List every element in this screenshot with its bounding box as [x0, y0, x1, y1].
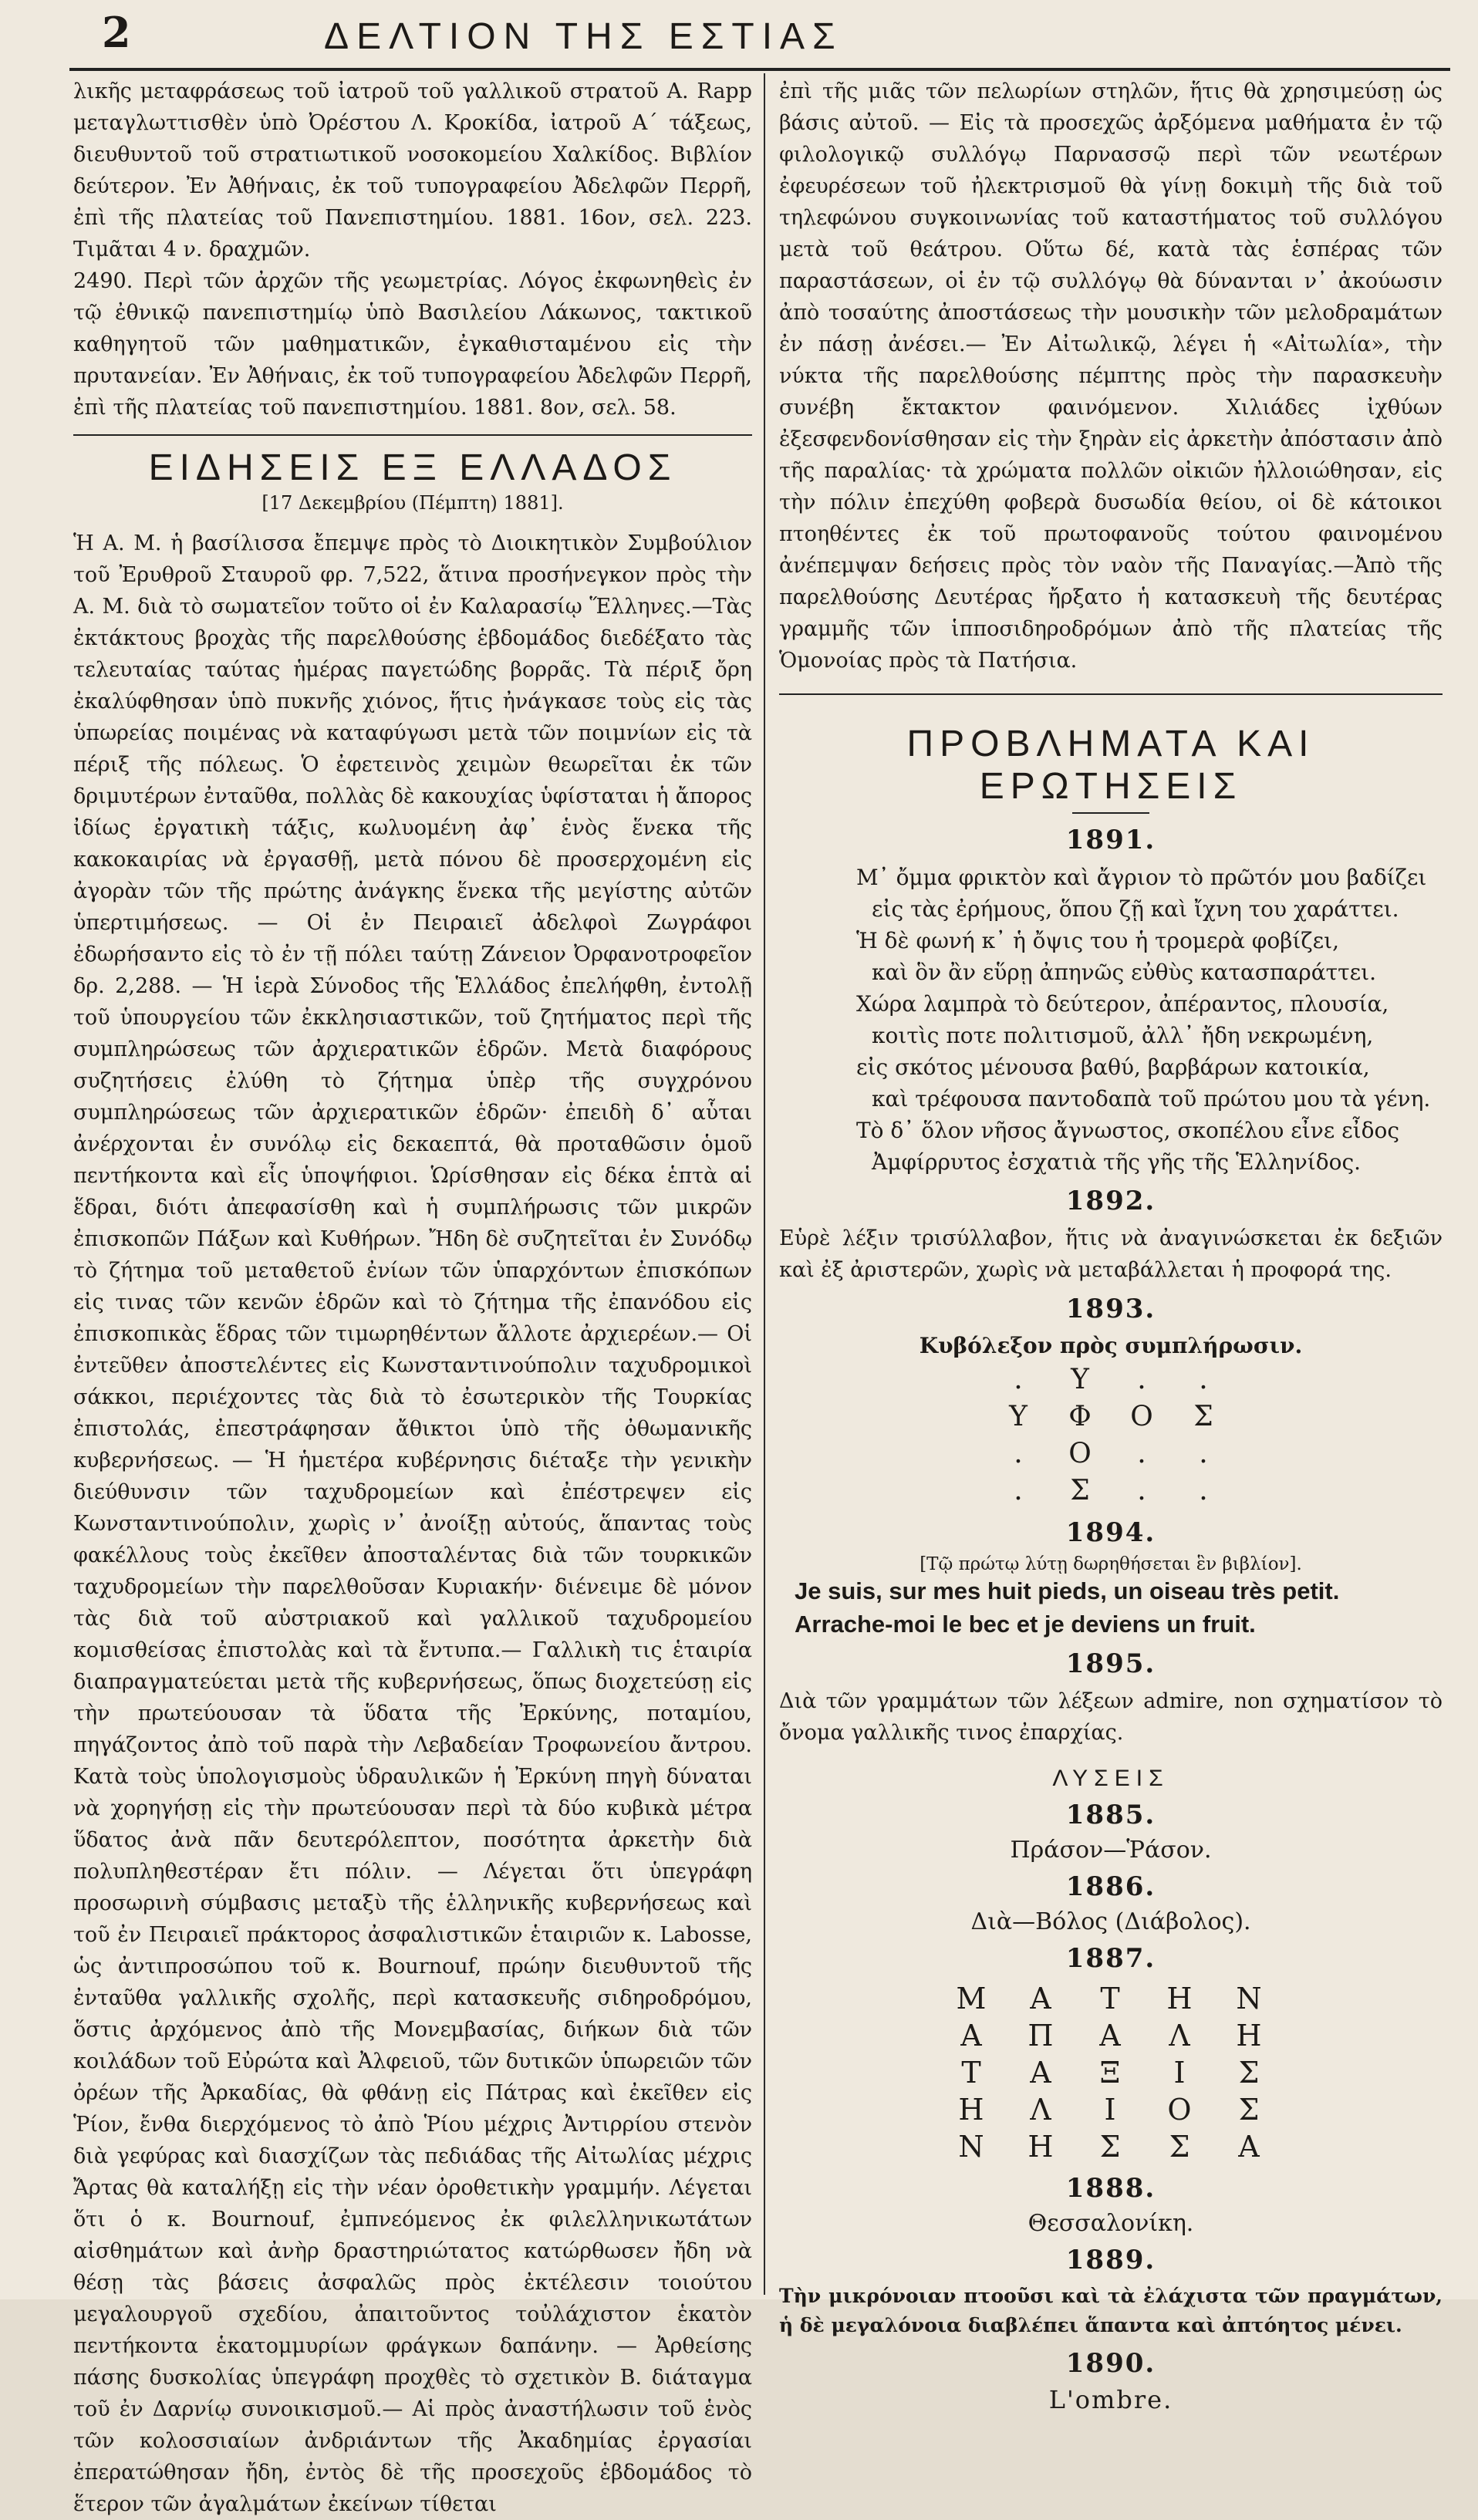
poem-line: Χώρα λαμπρὰ τὸ δεύτερον, ἀπέραντος, πλουσία, [856, 991, 1389, 1017]
riddle-poem [856, 862, 1443, 1178]
grid-cell: Σ [1238, 2093, 1261, 2127]
grid-cell: . [1014, 1438, 1023, 1469]
solution-text: L'ombre. [1048, 2385, 1173, 2414]
poem-line: εἰς σκότος μένουσα βαθύ, βαρβάρων κατοικία, [856, 1054, 1370, 1080]
poem-line: Μ᾽ ὄμμα φρικτὸν καὶ ἄγριον τὸ πρῶτόν μου βαδίζει [856, 865, 1427, 890]
french-riddle-line: Arrache-moi le bec et je deviens un fruit. [795, 1611, 1256, 1638]
grid-cell: Τ [1100, 1982, 1122, 2016]
poem-line: καὶ τρέφουσα παντοδαπὰ τοῦ πρώτου μου τὰ γένη. [872, 1086, 1431, 1112]
running-head: ΔΕΛΤΙΟΝ ΤΗΣ ΕΣΤΙΑΣ [324, 16, 843, 57]
grid-cell: Μ [956, 1982, 988, 2016]
grid-cell: Φ [1068, 1401, 1092, 1432]
solution-text: Διὰ—Βόλος (Διάβολος). [970, 1908, 1251, 1935]
solutions-title: ΛΥΣΕΙΣ [1052, 1766, 1169, 1791]
problem-number: 1894. [1065, 1517, 1156, 1548]
grid-cell: Ο [1130, 1401, 1153, 1432]
solution-number: 1886. [1065, 1871, 1156, 1902]
book-notice-2490: 2490. Περὶ τῶν ἀρχῶν τῆς γεωμετρίας. Λόγος ἐκφωνηθεὶς ἐν τῷ ἐθνικῷ πανεπιστημίῳ ὑπὸ Βασιλείου Λάκωνος, τακτικοῦ καθηγητοῦ τῶν μαθηματικῶν, ἐγκαθισταμένου εἰς τὴν πρυτανείαν. Ἐν Ἀθήναις, ἐκ τοῦ τυπογραφείου Ἀδελφῶν Περρῆ, ἐπὶ τῆς πλατείας τοῦ πανεπιστημίου. 1881. 8ον, σελ. 58. [73, 269, 752, 420]
grid-cell: Α [1238, 2130, 1261, 2164]
poem-line: Ἡ δὲ φωνή κ᾽ ἡ ὄψις του ἡ τρομερὰ φοβίζει, [856, 928, 1339, 953]
french-riddle-line: Je suis, sur mes huit pieds, un oiseau très petit. [795, 1577, 1340, 1604]
grid-cell: Α [960, 2019, 984, 2053]
right-column [779, 76, 1443, 2414]
word-square-puzzle [779, 1361, 1443, 1510]
book-notice-continued: λικῆς μεταφράσεως τοῦ ἰατροῦ τοῦ γαλλικοῦ στρατοῦ Α. Rapp μεταγλωττισθὲν ὑπὸ Ὀρέστου Λ. Κροκίδα, ἰατροῦ Α΄ τάξεως, διευθυντοῦ τοῦ στρατιωτικοῦ νοσοκομείου Χαλκίδος. Βιβλίον δεύτερον. Ἐν Ἀθήναις, ἐκ τοῦ τυπογραφείου Ἀδελφῶν Περρῆ, ἐπὶ τῆς πλατείας τοῦ Πανεπιστημίου. 1881. 16ον, σελ. 223. Τιμᾶται 4 ν. δραχμῶν. [73, 79, 752, 261]
news-dateline: [17 Δεκεμβρίου (Πέμπτη) 1881]. [262, 492, 564, 514]
solution-number: 1887. [1065, 1943, 1156, 1974]
problems-section-title: ΠΡΟΒΛΗΜΑΤΑ ΚΑΙ ΕΡΩΤΗΣΕΙΣ [906, 724, 1315, 807]
solution-number: 1889. [1065, 2245, 1156, 2275]
grid-cell: . [1014, 1475, 1023, 1506]
grid-cell: . [1137, 1475, 1146, 1506]
grid-cell: Η [1166, 1982, 1194, 2016]
solution-text: Θεσσαλονίκη. [1028, 2210, 1194, 2237]
poem-line: Τὸ δ᾽ ὅλον νῆσος ἄγνωστος, σκοπέλου εἶνε εἶδος [856, 1118, 1400, 1143]
grid-cell: Σ [1193, 1401, 1213, 1432]
grid-cell: Η [1236, 2019, 1264, 2053]
grid-cell: . [1014, 1364, 1023, 1395]
news-section-title: ΕΙΔΗΣΕΙΣ ΕΞ ΕΛΛΑΔΟΣ [148, 447, 677, 488]
page-header [0, 0, 1478, 69]
header-rule [69, 68, 1450, 71]
column-divider [764, 73, 765, 2295]
solution-number: 1888. [1065, 2173, 1156, 2204]
grid-cell: Α [1099, 2019, 1122, 2053]
problem-number: 1892. [1065, 1186, 1156, 1216]
grid-cell: Υ [1071, 1364, 1089, 1395]
solution-text: Πράσον—Ῥάσον. [1010, 1837, 1212, 1864]
problem-text: Κυβόλεξον πρὸς συμπλήρωσιν. [919, 1333, 1303, 1358]
poem-line: εἰς τὰς ἐρήμους, ὅπου ζῇ καὶ ἴχνη του χαράττει. [872, 896, 1399, 922]
grid-cell: Σ [1099, 2130, 1122, 2164]
grid-cell: Ν [1236, 1982, 1264, 2016]
grid-cell: Η [1028, 2130, 1055, 2164]
grid-cell: Ι [1173, 2056, 1187, 2090]
section-rule [73, 434, 752, 436]
grid-cell: Η [958, 2093, 986, 2127]
section-rule-right [779, 693, 1443, 695]
solution-text: Τὴν μικρόνοιαν πτοοῦσι καὶ τὰ ἐλάχιστα τῶν πραγμάτων, ἡ δὲ μεγαλόνοια διαβλέπει ἅπαντα καὶ ἀπτόητος μένει. [779, 2285, 1443, 2336]
grid-cell: Ο [1167, 2093, 1193, 2127]
grid-cell: Λ [1030, 2093, 1053, 2127]
problem-number: 1895. [1065, 1648, 1156, 1679]
grid-cell: Ξ [1099, 2056, 1122, 2090]
problem-number: 1891. [1065, 825, 1156, 855]
grid-cell: Α [1030, 1982, 1053, 2016]
problem-text: Εὑρὲ λέξιν τρισύλλαβον, ἥτις νὰ ἀναγινώσκεται ἐκ δεξιῶν καὶ ἐξ ἀριστερῶν, χωρὶς νὰ μεταβάλλεται ἡ προφορά της. [779, 1226, 1443, 1282]
grid-cell: Ι [1104, 2093, 1118, 2127]
solution-number: 1890. [1065, 2348, 1156, 2379]
grid-cell: . [1137, 1438, 1146, 1469]
problem-text: Διὰ τῶν γραμμάτων τῶν λέξεων admire, non σχηματίσον τὸ ὄνομα γαλλικῆς τινος ἐπαρχίας. [779, 1689, 1443, 1745]
left-column [73, 76, 752, 2520]
grid-cell: . [1199, 1364, 1208, 1395]
problem-number: 1893. [1065, 1294, 1156, 1324]
grid-cell: Α [1030, 2056, 1053, 2090]
poem-line: Ἀμφίρρυτος ἐσχατιὰ τῆς γῆς τῆς Ἑλληνίδος. [872, 1149, 1362, 1175]
grid-cell: Ο [1068, 1438, 1092, 1469]
solution-number: 1885. [1065, 1800, 1156, 1830]
grid-cell: Σ [1238, 2056, 1261, 2090]
grid-cell: . [1199, 1438, 1208, 1469]
poem-line: καὶ ὃν ἂν εὕρῃ ἀπηνῶς εὐθὺς κατασπαράττει. [872, 960, 1377, 985]
grid-cell: Σ [1070, 1475, 1090, 1506]
page-number: 2 [102, 8, 131, 57]
short-rule [1072, 812, 1149, 814]
poem-line: κοιτὶς ποτε πολιτισμοῦ, ἀλλ᾽ ἤδη νεκρωμένη, [872, 1023, 1374, 1048]
word-square-solution [779, 1980, 1443, 2165]
grid-cell: . [1199, 1475, 1208, 1506]
grid-cell: Υ [1009, 1401, 1028, 1432]
grid-cell: . [1137, 1364, 1146, 1395]
grid-cell: Λ [1169, 2019, 1192, 2053]
grid-cell: Τ [961, 2056, 983, 2090]
news-body: Ἡ Α. Μ. ἡ βασίλισσα ἔπεμψε πρὸς τὸ Διοικητικὸν Συμβούλιον τοῦ Ἐρυθροῦ Σταυροῦ φρ. 7,522, ἅτινα προσήνεγκον πρὸς τὴν Α. Μ. διὰ τὸ σωματεῖον τοῦτο οἱ ἐν Καλαρασίῳ Ἕλληνες.—Τὰς ἐκτάκτους βροχὰς τῆς παρελθούσης ἑβδομάδος διεδέξατο τὰς τελευταίας ταύτας ἡμέρας παγετώδης βορρᾶς. Τὰ πέριξ ὄρη ἐκαλύφθησαν ὑπὸ πυκνῆς χιόνος, ἥτις ἠνάγκασε τοὺς εἰς τὰς ὑπωρείας ποιμένας νὰ καταφύγωσι μετὰ τῶν ποιμνίων εἰς τὰ πέριξ τῆς πόλεως. Ὁ ἐφετεινὸς χειμὼν θεωρεῖται ἐκ τῶν δριμυτέρων ἐνταῦθα, πολλὰς δὲ κακουχίας ὑφίσταται ἡ ἄπορος ἰδίως ἐργατικὴ τάξις, κωλυομένη ἀφ᾽ ἑνὸς ἕνεκα τῆς κακοκαιρίας νὰ ἐργασθῇ, μετὰ πόνου δὲ προσερχομένη εἰς ἀγορὰν τῶν τῆς πρώτης ἀνάγκης ἕνεκα τῆς μεγίστης αὐτῶν ὑπερτιμήσεως. — Οἱ ἐν Πειραιεῖ ἀδελφοὶ Ζωγράφοι ἐδωρήσαντο εἰς τὸ ἐν τῇ πόλει ταύτῃ Ζάνειον Ὀρφανοτροφεῖον δρ. 2,288. — Ἡ ἱερὰ Σύνοδος τῆς Ἑλλάδος ἐπελήφθη, ἐντολῇ τοῦ ὑπουργείου τῶν ἐκκλησιαστικῶν, τοῦ ζητήματος περὶ τῆς συμπληρώσεως τῶν ἀρχιερατικῶν ἑδρῶν. Μετὰ διαφόρους συζητήσεις ἐλύθη τὸ ζήτημα ὑπὲρ τῆς συγχρόνου συμπληρώσεως τῶν ἀρχιερατικῶν ἑδρῶν· ἐπειδὴ δ᾽ αὗται ἀνέρχονται ἐν συνόλῳ εἰς δεκαεπτά, θὰ προταθῶσιν ὁμοῦ πεντήκοντα καὶ εἷς ὑποψήφιοι. Ὡρίσθησαν εἰς δέκα ἑπτὰ αἱ ἕδραι, διότι ἀπεφασίσθη καὶ ἡ συμπλήρωσις τῶν μικρῶν ἐπισκοπῶν Πάξων καὶ Κυθήρων. Ἤδη δὲ συζητεῖται ἐν Συνόδῳ τὸ ζήτημα τοῦ μεταθετοῦ ἐνίων τῶν ὑπαρχόντων ἐπισκόπων εἰς τινας τῶν κενῶν ἑδρῶν καὶ τὸ ζήτημα τῆς ἐπανόδου εἰς ἐπισκοπικὰς ἕδρας τῶν τιμωρηθέντων ἄλλοτε ἀρχιερέων.— Οἱ ἐντεῦθεν ἀποστελέντες εἰς Κωνσταντινούπολιν ταχυδρομικοὶ σάκκοι, περιέχοντες τὰς διὰ τὸ ἐσωτερικὸν τῆς Τουρκίας ἐπιστολάς, ἐπεστράφησαν ἄθικτοι ὑπὸ τῆς ὀθωμανικῆς κυβερνήσεως. — Ἡ ἡμετέρα κυβέρνησις διέταξε τὴν γενικὴν διεύθυνσιν τῶν ταχυδρομείων καὶ ἐπέστρεψεν εἰς Κωνσταντινούπολιν, χωρὶς ν᾽ ἀνοίξῃ αὐτούς, ἅπαντας τοὺς φακέλλους τοὺς ἐκεῖθεν ἀποσταλέντας διὰ τῶν τουρκικῶν ταχυδρομείων τὴν παρελθοῦσαν Κυριακήν· διένειμε δὲ μόνον τὰς διὰ τοῦ αὐστριακοῦ καὶ γαλλικοῦ ταχυδρομείου κομισθείσας ἐπιστολὰς καὶ τὰ ἔντυπα.— Γαλλικὴ τις ἑταιρία διαπραγματεύεται μετὰ τῆς κυβερνήσεως, ὅπως διοχετεύσῃ εἰς τὴν πρωτεύουσαν τὰ ὕδατα τῆς Ἐρκύνης, ποταμίου, πηγάζοντος ἀπὸ τοῦ παρὰ τὴν Λεβαδείαν Τροφωνείου ἄντρου. Κατὰ τοὺς ὑπολογισμοὺς ὑδραυλικῶν ἡ Ἐρκύνη πηγὴ δύναται νὰ χορηγήσῃ εἰς τὴν πρωτεύουσαν περὶ τὰ δύο κυβικὰ μέτρα ὕδατος ἀνὰ πᾶν δευτερόλεπτον, ποσότητα ἀρκετὴν διὰ πολυπληθεστέραν ἔτι πόλιν. — Λέγεται ὅτι ὑπεγράφη προσωρινὴ σύμβασις μεταξὺ τῆς ἑλληνικῆς κυβερνήσεως καὶ τοῦ ἐν Πειραιεῖ πράκτορος ἀσφαλιστικῶν ἑταιριῶν κ. Labosse, ὡς ἀντιπροσώπου τοῦ κ. Bournouf, πρώην διευθυντοῦ τῆς ἐνταῦθα γαλλικῆς σχολῆς, περὶ κατασκευῆς σιδηροδρόμου, ὅστις ἀρχόμενος ἀπὸ τῆς Μονεμβασίας, διήκων διὰ τῶν κοιλάδων τοῦ Εὐρώτα καὶ Ἀλφειοῦ, τῶν δυτικῶν ὑπωρειῶν τῶν ὀρέων τῆς Ἀρκαδίας, θὰ φθάνῃ εἰς Πάτρας καὶ ἐκεῖθεν εἰς Ῥίον, ἔνθα διερχόμενος τὸ ἀπὸ Ῥίου μέχρις Ἀντιρρίου στενὸν διὰ γεφύρας καὶ διασχίζων τὰς πεδιάδας τῆς Αἰτωλίας μέχρις Ἄρτας θὰ καταλήξῃ εἰς τὴν νέαν ὀροθετικὴν γραμμήν. Λέγεται ὅτι ὁ κ. Bournouf, ἐμπνεόμενος ἐκ φιλελληνικωτάτων αἰσθημάτων καὶ ἀνὴρ δραστηριώτατος κατώρθωσεν ἤδη νὰ θέσῃ τὰς βάσεις ἀσφαλῶς πρὸς ἐκτέλεσιν τοιούτου μεγαλουργοῦ σχεδίου, ἀπαιτοῦντος τοὐλάχιστον ἑκατὸν πεντήκοντα ἑκατομμυρίων φράγκων δαπάνην. — Ἀρθείσης πάσης δυσκολίας ὑπεγράφη προχθὲς τὸ σχετικὸν Β. διάταγμα τοῦ ἐν Δαρνίῳ συνοικισμοῦ.— Αἱ πρὸς ἀναστήλωσιν τοῦ ἑνὸς τῶν κολοσσιαίων ἀνδριάντων τῆς Ἀκαδημίας ἐργασίαι ἐπερατώθησαν ἤδη, ἐντὸς δὲ τῆς προσεχοῦς ἑβδομάδος τὸ ἕτερον τῶν ἀγαλμάτων ἐκείνων τίθεται [73, 531, 752, 2516]
prize-note: [Τῷ πρώτῳ λύτῃ δωρηθήσεται ἓν βιβλίον]. [920, 1554, 1302, 1574]
news-continued: ἐπὶ τῆς μιᾶς τῶν πελωρίων στηλῶν, ἥτις θὰ χρησιμεύσῃ ὡς βάσις αὐτοῦ. — Εἰς τὰ προσεχῶς ἀρξόμενα μαθήματα ἐν τῷ φιλολογικῷ συλλόγῳ Παρνασσῷ περὶ τῶν νεωτέρων ἐφευρέσεων τοῦ ἠλεκτρισμοῦ θὰ γίνῃ δοκιμὴ τῆς διὰ τοῦ τηλεφώνου συγκοινωνίας τοῦ καταστήματος τοῦ συλλόγου μετὰ τοῦ θεάτρου. Οὕτω δέ, κατὰ τὰς ἑσπέρας τῶν παραστάσεων, οἱ ἐν τῷ συλλόγῳ θὰ δύνανται ν᾽ ἀκούωσιν ἀπὸ τοσαύτης ἀποστάσεως τὴν μουσικὴν τῶν μελοδραμάτων ἐν πάσῃ ἀνέσει.— Ἐν Αἰτωλικῷ, λέγει ἡ «Αἰτωλία», τὴν νύκτα τῆς παρελθούσης πέμπτης πρὸς τὴν παρασκευὴν συνέβη ἔκτακτον φαινόμενον. Χιλιάδες ἰχθύων ἐξεσφενδονίσθησαν εἰς τὴν ξηρὰν εἰς ἀρκετὴν ἀπόστασιν ἀπὸ τῆς παραλίας· τὰ χρώματα πολλῶν οἰκιῶν ἠλλοιώθησαν, εἰς τὴν πόλιν ἐπεχύθη φοβερὰ δυσωδία θείου, οἱ δὲ κάτοικοι πτοηθέντες ἐκ τοῦ πρωτοφανοῦς τούτου φαινομένου ἀνέπεμψαν δεήσεις πρὸς τὸν ναὸν τῆς Παναγίας.—Ἀπὸ τῆς παρελθούσης Δευτέρας ἤρξατο ἡ κατασκευὴ τῆς δευτέρας γραμμῆς τῶν ἱπποσιδηροδρόμων ἀπὸ τῆς πλατείας τῆς Ὁμονοίας πρὸς τὰ Πατήσια. [779, 79, 1443, 673]
grid-cell: Σ [1169, 2130, 1192, 2164]
grid-cell: Ν [958, 2130, 986, 2164]
grid-cell: Π [1028, 2019, 1055, 2053]
